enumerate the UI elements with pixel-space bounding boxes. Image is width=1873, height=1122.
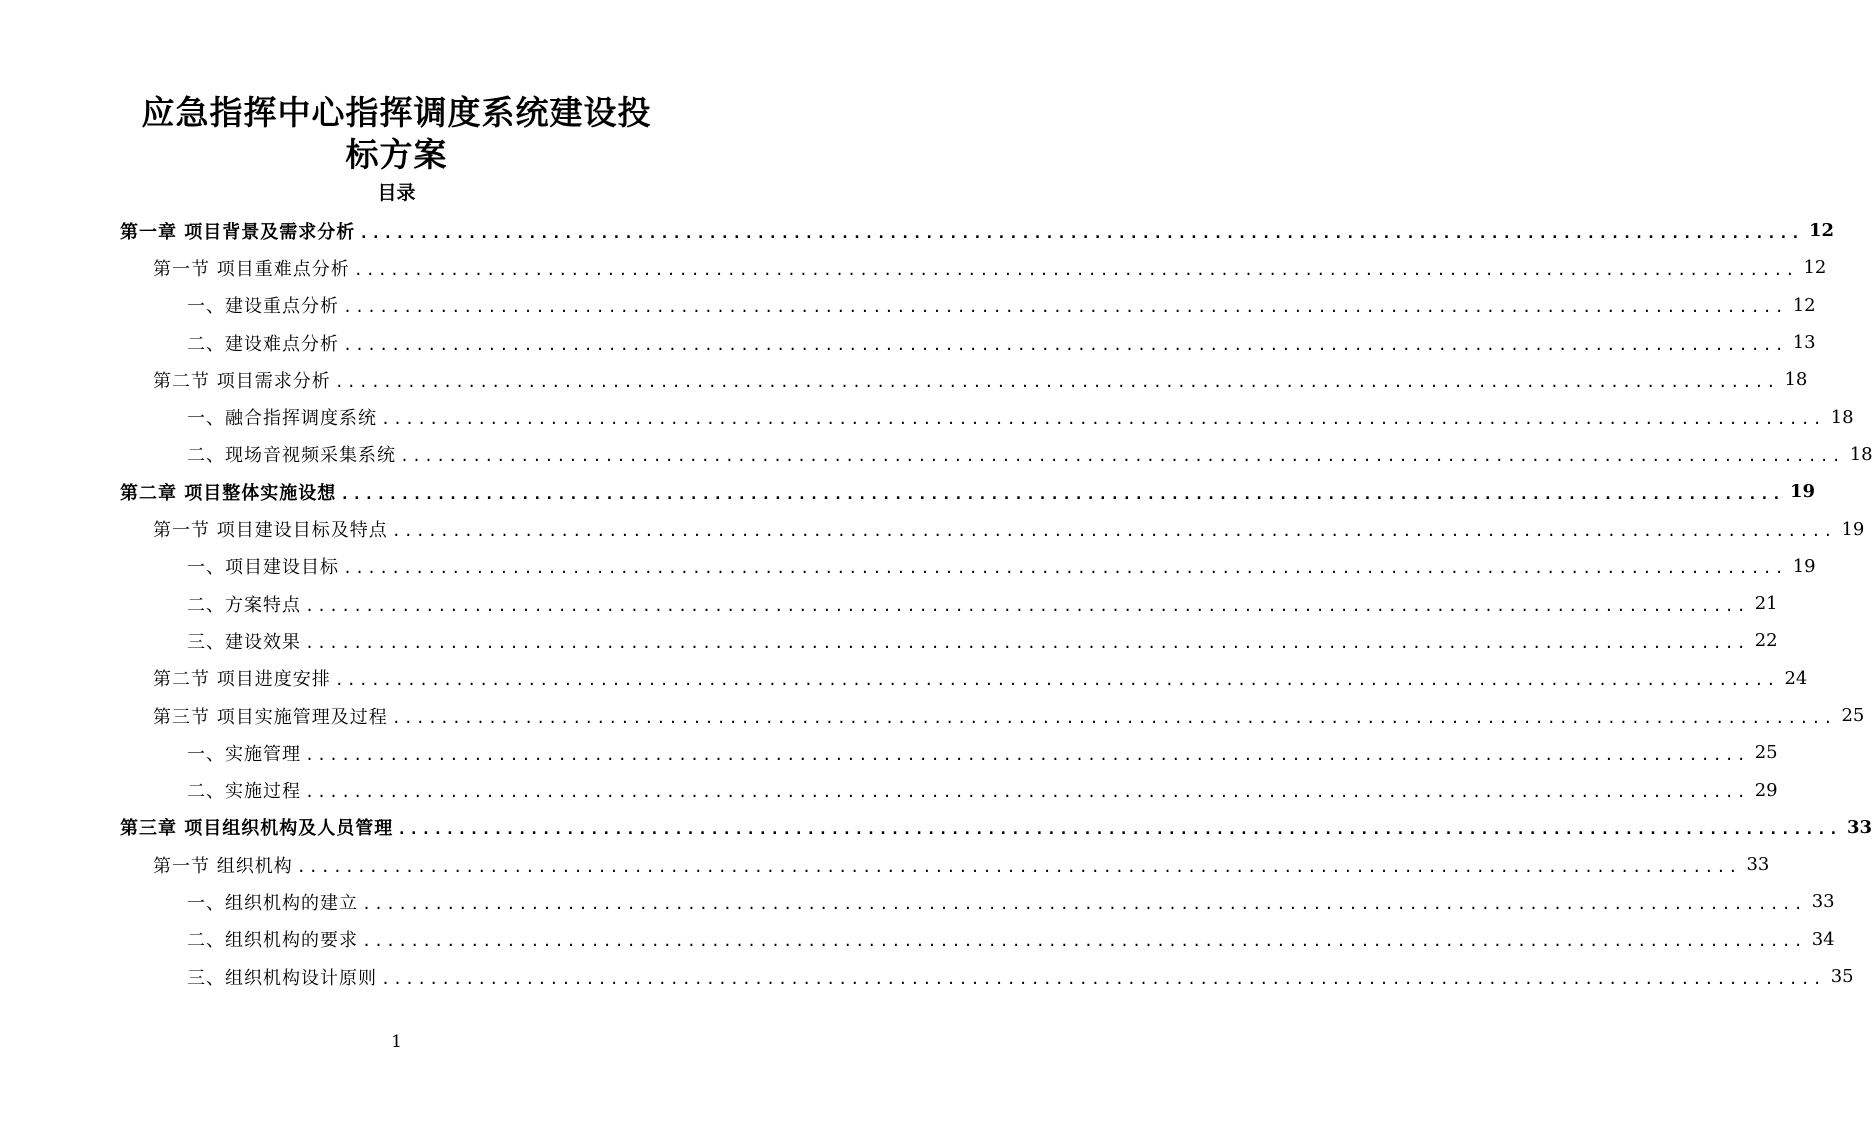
toc-entry-page: 33 bbox=[1846, 816, 1873, 838]
toc-entry-label: 一、实施管理 bbox=[187, 743, 301, 765]
toc-entry-label: 第一节 项目重难点分析 bbox=[153, 258, 350, 280]
toc-dot-leader: ........................................................................................................................ bbox=[343, 335, 1787, 354]
toc-dot-leader: ........................................................................................................................ bbox=[359, 223, 1803, 242]
toc-entry-page: 12 bbox=[1792, 294, 1816, 316]
toc-entry-label: 第三节 项目实施管理及过程 bbox=[153, 706, 388, 728]
toc-entry[interactable] bbox=[0, 398, 1854, 435]
toc-entry-label: 二、组织机构的要求 bbox=[187, 930, 358, 952]
toc-entry-page: 19 bbox=[1841, 518, 1865, 540]
toc-dot-leader: ........................................................................................................................ bbox=[296, 857, 1741, 876]
toc-entry[interactable] bbox=[0, 361, 1808, 398]
toc-dot-leader: ........................................................................................................................ bbox=[391, 708, 1836, 727]
toc-dot-leader: ........................................................................................................................ bbox=[343, 559, 1787, 578]
toc-dot-leader: ........................................................................................................................ bbox=[305, 783, 1749, 802]
toc-dot-leader: ........................................................................................................................ bbox=[305, 596, 1749, 615]
toc-entry[interactable] bbox=[0, 622, 1778, 659]
toc-dot-leader: ........................................................................................................................ bbox=[397, 820, 1841, 839]
toc-entry-label: 第二节 项目进度安排 bbox=[153, 669, 331, 691]
toc-entry[interactable] bbox=[0, 585, 1778, 622]
toc-entry-page: 33 bbox=[1811, 891, 1835, 913]
toc-dot-leader: ........................................................................................................................ bbox=[305, 745, 1749, 764]
toc-entry-page: 21 bbox=[1754, 593, 1778, 615]
toc-entry[interactable] bbox=[0, 809, 1873, 846]
toc-dot-leader: ........................................................................................................................ bbox=[362, 932, 1806, 951]
toc-entry-label: 二、实施过程 bbox=[187, 781, 301, 803]
toc-dot-leader: ........................................................................................................................ bbox=[305, 633, 1749, 652]
toc-entry[interactable] bbox=[0, 958, 1854, 995]
toc-entry-label: 第一章 项目背景及需求分析 bbox=[120, 221, 356, 243]
toc-entry[interactable] bbox=[0, 473, 1816, 510]
toc-entry-label: 第一节 项目建设目标及特点 bbox=[153, 520, 388, 542]
toc-entry-label: 第二节 项目需求分析 bbox=[153, 370, 331, 392]
toc-dot-leader: ........................................................................................................................ bbox=[381, 410, 1825, 429]
toc-entry[interactable] bbox=[0, 771, 1778, 808]
toc-entry-page: 13 bbox=[1792, 332, 1816, 354]
toc-entry-label: 三、组织机构设计原则 bbox=[187, 967, 377, 989]
toc-dot-leader: ........................................................................................................................ bbox=[353, 260, 1798, 279]
toc-entry-page: 33 bbox=[1746, 854, 1770, 876]
toc-entry[interactable] bbox=[0, 697, 1865, 734]
toc-entry-label: 二、建设难点分析 bbox=[187, 333, 339, 355]
toc-dot-leader: ........................................................................................................................ bbox=[362, 894, 1806, 913]
toc-entry-page: 18 bbox=[1784, 369, 1808, 391]
toc-entry-page: 18 bbox=[1849, 443, 1873, 465]
toc-entry[interactable] bbox=[0, 921, 1835, 958]
page-number: 1 bbox=[391, 1032, 402, 1052]
toc-entry-page: 22 bbox=[1754, 630, 1778, 652]
document-title bbox=[60, 92, 733, 176]
toc-dot-leader: ........................................................................................................................ bbox=[334, 671, 1779, 690]
toc-entry-page: 12 bbox=[1808, 220, 1835, 242]
table-of-contents bbox=[0, 212, 1873, 995]
toc-entry[interactable] bbox=[0, 249, 1827, 286]
toc-entry-label: 一、融合指挥调度系统 bbox=[187, 408, 377, 430]
toc-entry-label: 三、建设效果 bbox=[187, 631, 301, 653]
toc-dot-leader: ........................................................................................................................ bbox=[400, 447, 1844, 466]
toc-entry-label: 第一节 组织机构 bbox=[153, 855, 293, 877]
toc-dot-leader: ........................................................................................................................ bbox=[381, 969, 1825, 988]
toc-entry-page: 34 bbox=[1811, 928, 1835, 950]
toc-entry-label: 第二章 项目整体实施设想 bbox=[120, 482, 337, 504]
toc-entry-page: 19 bbox=[1789, 481, 1816, 503]
toc-entry-page: 25 bbox=[1754, 742, 1778, 764]
toc-entry-page: 25 bbox=[1841, 705, 1865, 726]
toc-entry[interactable] bbox=[0, 287, 1816, 324]
toc-dot-leader: ........................................................................................................................ bbox=[334, 372, 1779, 391]
toc-dot-leader: ........................................................................................................................ bbox=[391, 522, 1836, 541]
toc-entry-label: 二、现场音视频采集系统 bbox=[187, 445, 396, 467]
toc-entry[interactable] bbox=[0, 510, 1865, 547]
toc-entry-label: 二、方案特点 bbox=[187, 594, 301, 616]
document-title-line-1: 应急指挥中心指挥调度系统建设投 bbox=[141, 93, 652, 132]
toc-entry-label: 一、建设重点分析 bbox=[187, 296, 339, 318]
toc-entry[interactable] bbox=[0, 324, 1816, 361]
toc-entry-page: 19 bbox=[1792, 555, 1816, 577]
toc-entry[interactable] bbox=[0, 734, 1778, 771]
toc-entry-label: 第三章 项目组织机构及人员管理 bbox=[120, 818, 394, 840]
toc-entry-page: 12 bbox=[1803, 257, 1827, 279]
document-title-line-2: 标方案 bbox=[345, 135, 448, 174]
toc-entry-page: 29 bbox=[1754, 779, 1778, 801]
toc-heading: 目录 bbox=[377, 182, 416, 204]
toc-entry[interactable] bbox=[0, 660, 1808, 697]
toc-entry-page: 18 bbox=[1830, 406, 1854, 428]
toc-entry-page: 35 bbox=[1830, 966, 1854, 988]
toc-entry[interactable] bbox=[0, 846, 1770, 883]
toc-entry-label: 一、项目建设目标 bbox=[187, 557, 339, 579]
toc-entry-label: 一、组织机构的建立 bbox=[187, 892, 358, 914]
toc-entry-page: 24 bbox=[1784, 667, 1808, 689]
toc-entry[interactable] bbox=[0, 548, 1816, 585]
toc-entry[interactable] bbox=[0, 436, 1873, 473]
toc-dot-leader: ........................................................................................................................ bbox=[340, 484, 1784, 503]
toc-entry[interactable] bbox=[0, 212, 1835, 249]
toc-dot-leader: ........................................................................................................................ bbox=[343, 298, 1787, 317]
toc-entry[interactable] bbox=[0, 883, 1835, 920]
